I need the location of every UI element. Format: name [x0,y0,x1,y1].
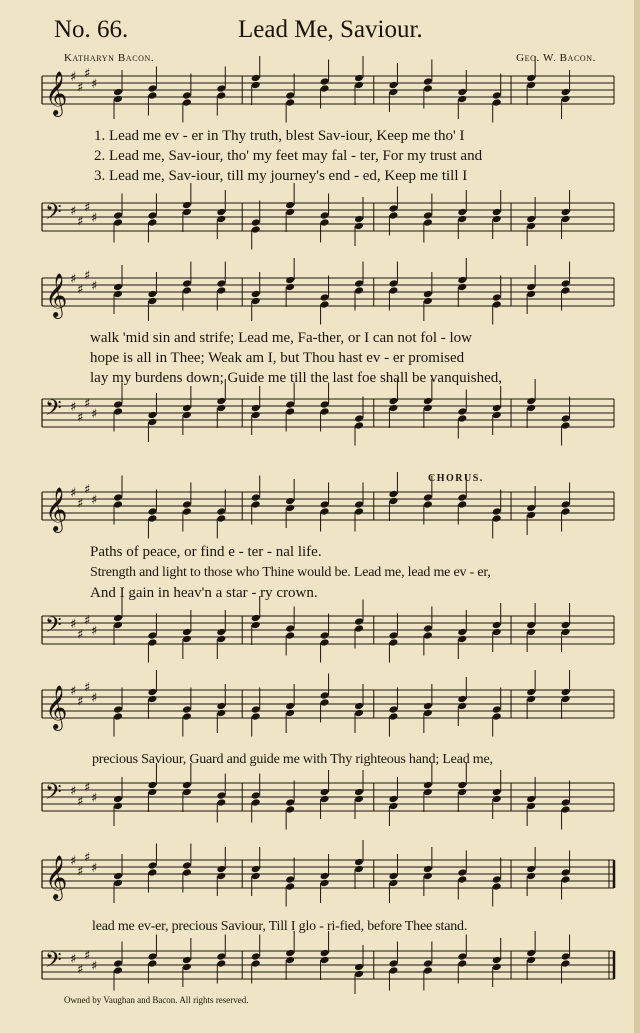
sharp-icon: ♯ [84,396,91,412]
sharp-icon: ♯ [77,410,84,426]
note-icon [457,868,467,877]
note-icon [526,949,536,958]
note-icon [354,617,364,626]
note-icon [423,211,433,220]
note-icon [182,404,192,413]
page-edge [634,0,640,1033]
note-icon [113,88,123,97]
note-icon [182,861,192,870]
note-icon [251,493,261,502]
note-icon [423,865,433,874]
lyric-verse-1: walk 'mid sin and strife; Lead me, Fa-ther, or I can not fol - low [90,330,472,346]
note-icon [320,788,330,797]
note-icon [526,74,536,83]
note-icon [113,400,123,409]
note-icon [561,88,571,97]
note-icon [457,952,467,961]
note-icon [182,956,192,965]
note-icon [354,858,364,867]
note-icon [285,91,295,100]
note-icon [526,621,536,630]
note-icon [285,702,295,711]
note-icon [388,81,398,90]
sharp-icon: ♯ [84,200,91,216]
sharp-icon: ♯ [84,948,91,964]
note-icon [216,397,226,406]
note-icon [285,497,295,506]
note-icon [388,204,398,213]
note-icon [182,279,192,288]
note-icon [561,688,571,697]
note-icon [147,688,157,697]
note-icon [320,211,330,220]
sharp-icon: ♯ [91,791,98,806]
note-icon [526,504,536,513]
sharp-icon: ♯ [84,66,91,82]
note-icon [526,215,536,224]
sharp-icon: ♯ [84,850,91,866]
note-icon [216,279,226,288]
note-icon [492,956,502,965]
note-icon [423,702,433,711]
note-icon [388,705,398,714]
note-icon [457,695,467,704]
copyright-notice: Owned by Vaughan and Bacon. All rights reserved. [64,995,249,1005]
note-icon [285,949,295,958]
note-icon [216,791,226,800]
note-icon [113,705,123,714]
lyric-verse-3: And I gain in heav'n a star - ry crown. [90,585,318,601]
bass-clef-icon: 𝄢 [45,396,62,426]
sharp-icon: ♯ [84,780,91,796]
note-icon [216,628,226,637]
sharp-icon: ♯ [70,400,77,415]
sharp-icon: ♯ [77,864,84,880]
note-icon [251,290,261,299]
chorus-label: CHORUS. [428,473,484,484]
note-icon [492,404,502,413]
note-icon [147,781,157,790]
note-icon [423,781,433,790]
note-icon [561,500,571,509]
note-icon [354,788,364,797]
lyric-verse-3: lay my burdens down; Guide me till the last foe shall be vanquished, [90,370,503,386]
note-icon [216,952,226,961]
note-icon [423,397,433,406]
note-icon [526,795,536,804]
note-icon [113,283,123,292]
note-icon [320,691,330,700]
note-icon [423,624,433,633]
note-icon [492,705,502,714]
lyric-line: precious Saviour, Guard and guide me with Thy righteous hand; Lead me, [92,752,493,767]
note-icon [251,614,261,623]
note-icon [182,201,192,210]
bass-clef-icon: 𝄢 [45,948,62,978]
note-icon [388,959,398,968]
composer-credit: Geo. W. Bacon. [516,52,596,64]
lyric-verse-1: Paths of peace, or find e - ter - nal life. [90,544,322,560]
note-icon [147,84,157,93]
sharp-icon: ♯ [91,407,98,422]
note-icon [457,781,467,790]
sharp-icon: ♯ [70,854,77,869]
note-icon [561,798,571,807]
note-icon [561,621,571,630]
sharp-icon: ♯ [70,784,77,799]
note-icon [457,208,467,217]
note-icon [423,77,433,86]
note-icon [147,411,157,420]
note-icon [251,952,261,961]
note-icon [561,952,571,961]
note-icon [457,276,467,285]
note-icon [147,631,157,640]
note-icon [423,493,433,502]
note-icon [492,293,502,302]
note-icon [182,705,192,714]
sharp-icon: ♯ [70,617,77,632]
note-icon [216,208,226,217]
note-icon [113,872,123,881]
note-icon [354,500,364,509]
note-icon [285,875,295,884]
note-icon [182,91,192,100]
note-icon [492,788,502,797]
note-icon [561,414,571,423]
sharp-icon: ♯ [84,613,91,629]
sharp-icon: ♯ [77,496,84,512]
note-icon [285,400,295,409]
treble-clef-icon: 𝄞 [45,685,68,729]
note-icon [113,795,123,804]
sharp-icon: ♯ [70,952,77,967]
note-icon [388,795,398,804]
lyric-verse-2: 2. Lead me, Sav-iour, tho' my feet may fal - ter, For my trust and [94,148,483,164]
sharp-icon: ♯ [70,272,77,287]
note-icon [320,949,330,958]
note-icon [216,865,226,874]
note-icon [182,500,192,509]
note-icon [251,865,261,874]
sharp-icon: ♯ [91,77,98,92]
sharp-icon: ♯ [91,624,98,639]
treble-clef-icon: 𝄞 [45,855,68,899]
note-icon [320,631,330,640]
note-icon [251,404,261,413]
note-icon [285,276,295,285]
sharp-icon: ♯ [91,493,98,508]
bass-clef-icon: 𝄢 [45,200,62,230]
note-icon [251,218,261,227]
note-icon [354,414,364,423]
note-icon [320,500,330,509]
note-icon [457,407,467,416]
note-icon [320,77,330,86]
sharp-icon: ♯ [91,691,98,706]
note-icon [561,279,571,288]
note-icon [526,397,536,406]
sharp-icon: ♯ [70,70,77,85]
note-icon [251,74,261,83]
note-icon [388,490,398,499]
note-icon [320,872,330,881]
note-icon [285,201,295,210]
note-icon [388,279,398,288]
note-icon [561,868,571,877]
note-icon [354,215,364,224]
note-icon [457,628,467,637]
note-icon [113,493,123,502]
bass-clef-icon: 𝄢 [45,613,62,643]
bass-clef-icon: 𝄢 [45,780,62,810]
note-icon [113,959,123,968]
note-icon [388,872,398,881]
lyric-verse-2: hope is all in Thee; Weak am I, but Thou hast ev - er promised [90,350,465,366]
sharp-icon: ♯ [77,962,84,978]
sharp-icon: ♯ [84,482,91,498]
note-icon [492,507,502,516]
note-icon [526,283,536,292]
lyric-line: lead me ev-er, precious Saviour, Till I glo - ri-fied, before Thee stand. [92,919,468,934]
sharp-icon: ♯ [84,268,91,284]
sharp-icon: ♯ [70,204,77,219]
lyric-verse-1: 1. Lead me ev - er in Thy truth, blest Sav-iour, Keep me tho' I [94,128,465,144]
note-icon [285,624,295,633]
sharp-icon: ♯ [70,486,77,501]
note-icon [492,621,502,630]
note-icon [423,959,433,968]
treble-clef-icon: 𝄞 [45,71,68,115]
note-icon [113,211,123,220]
sharp-icon: ♯ [77,694,84,710]
note-icon [147,290,157,299]
note-icon [423,290,433,299]
sharp-icon: ♯ [77,282,84,298]
note-icon [561,208,571,217]
note-icon [320,293,330,302]
hymn-title: Lead Me, Saviour. [238,16,423,43]
note-icon [182,628,192,637]
hymn-number: No. 66. [54,16,129,43]
sharp-icon: ♯ [77,794,84,810]
note-icon [354,702,364,711]
sharp-icon: ♯ [77,214,84,230]
note-icon [354,279,364,288]
note-icon [216,507,226,516]
note-icon [147,211,157,220]
sharp-icon: ♯ [91,861,98,876]
sharp-icon: ♯ [91,211,98,226]
lyric-verse-3: 3. Lead me, Sav-iour, till my journey's end - ed, Keep me till I [94,168,468,184]
note-icon [492,91,502,100]
treble-clef-icon: 𝄞 [45,487,68,531]
lyricist-credit: Katharyn Bacon. [64,52,155,64]
note-icon [388,397,398,406]
note-icon [492,875,502,884]
note-icon [457,493,467,502]
note-icon [251,791,261,800]
note-icon [147,507,157,516]
sharp-icon: ♯ [91,279,98,294]
sharp-icon: ♯ [84,680,91,696]
note-icon [113,614,123,623]
note-icon [526,865,536,874]
note-icon [388,631,398,640]
note-icon [216,702,226,711]
note-icon [354,74,364,83]
sharp-icon: ♯ [77,80,84,96]
note-icon [251,705,261,714]
note-icon [526,688,536,697]
note-icon [147,952,157,961]
note-icon [216,84,226,93]
note-icon [182,781,192,790]
note-icon [457,88,467,97]
note-icon [354,963,364,972]
note-icon [147,861,157,870]
lyric-verse-2: Strength and light to those who Thine would be. Lead me, lead me ev - er, [90,565,491,580]
note-icon [285,798,295,807]
treble-clef-icon: 𝄞 [45,273,68,317]
note-icon [492,208,502,217]
sharp-icon: ♯ [91,959,98,974]
sharp-icon: ♯ [77,627,84,643]
note-icon [320,400,330,409]
sharp-icon: ♯ [70,684,77,699]
